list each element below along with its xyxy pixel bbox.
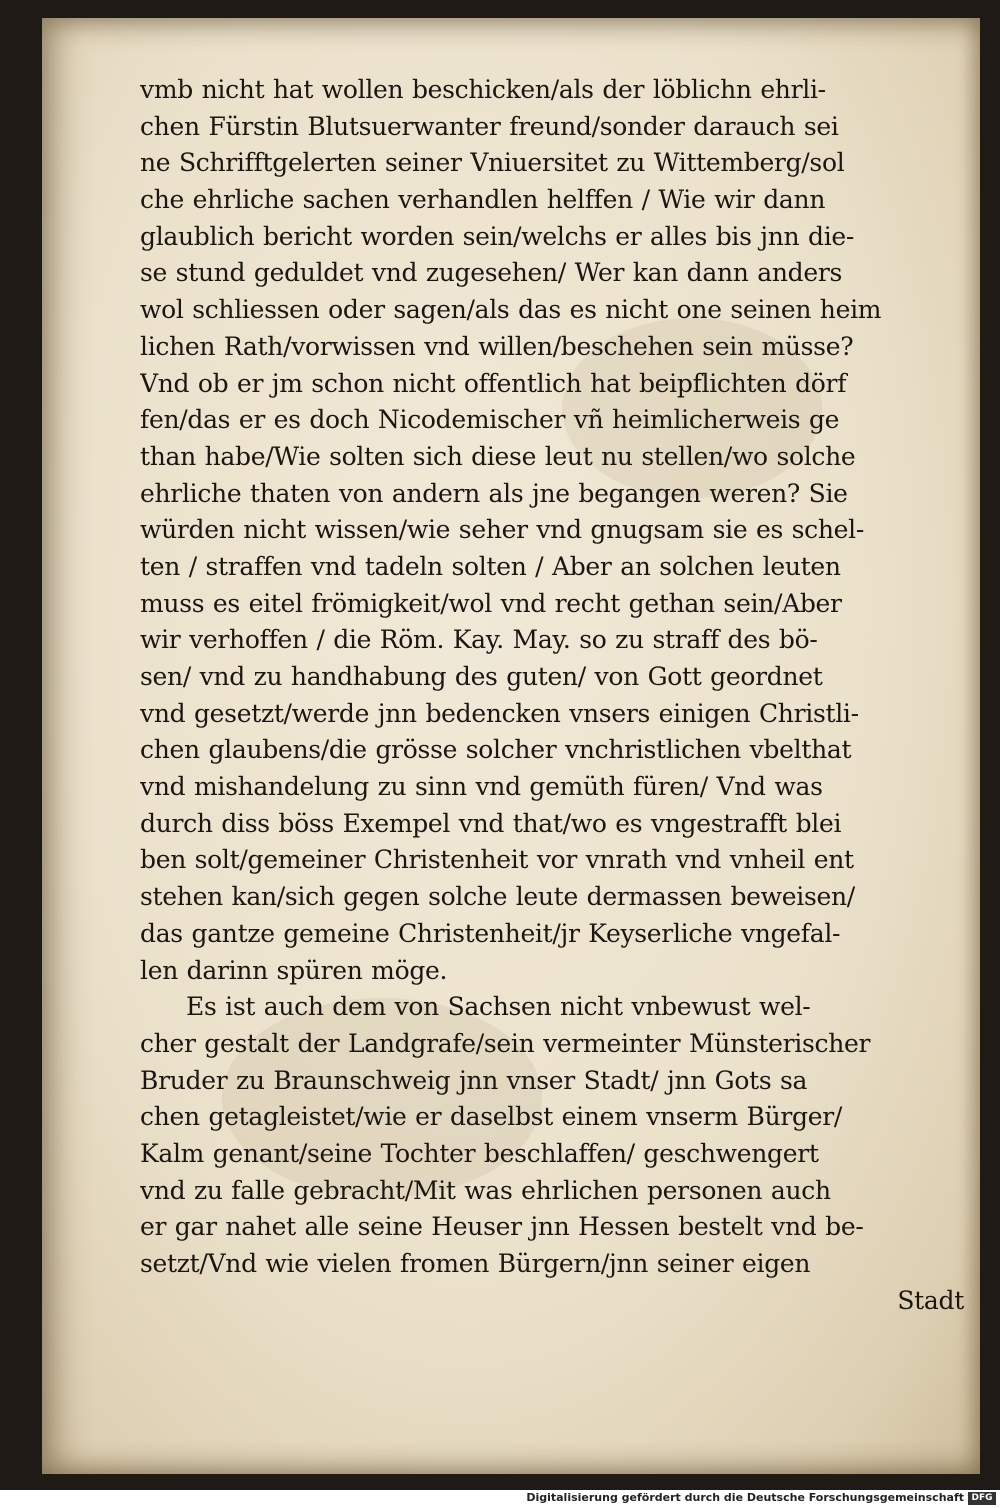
digitization-footer — [0, 1490, 1000, 1508]
text-line: durch diss böss Exempel vnd that/wo es vngestrafft blei — [140, 808, 842, 838]
text-line: than habe/Wie solten sich diese leut nu stellen/wo solche — [140, 441, 856, 471]
text-line: setzt/Vnd wie vielen fromen Bürgern/jnn seiner eigen — [140, 1249, 811, 1278]
text-line: chen glaubens/die grösse solcher vnchristlichen vbelthat — [140, 735, 852, 765]
text-line: ten / straffen vnd tadeln solten / Aber an solchen leuten — [140, 551, 841, 581]
text-line: sen/ vnd zu handhabung des guten/ von Gott geordnet — [140, 662, 823, 691]
text-line: vnd zu falle gebracht/Mit was ehrlichen personen auch — [140, 1175, 831, 1205]
text-line: ne Schrifftgelerten seiner Vniuersitet zu Wittemberg/sol — [140, 148, 845, 178]
text-line: vmb nicht hat wollen beschicken/als der löblichn ehrli- — [140, 75, 826, 104]
text-line: er gar nahet alle seine Heuser jnn Hessen bestelt vnd be- — [140, 1212, 864, 1242]
text-line: wir verhoffen / die Röm. Kay. May. so zu straff des bö- — [140, 625, 818, 655]
catchword: Stadt — [897, 1285, 964, 1315]
text-line: Bruder zu Braunschweig jnn vnser Stadt/ jnn Gots sa — [140, 1065, 808, 1095]
text-line: chen getagleistet/wie er daselbst einem vnserm Bürger/ — [140, 1102, 842, 1132]
text-line: glaublich bericht worden sein/welchs er alles bis jnn die- — [140, 221, 855, 251]
text-line: fen/das er es doch Nicodemischer vñ heimlicherweis ge — [140, 405, 840, 435]
text-line: muss es eitel frömigkeit/wol vnd recht gethan sein/Aber — [140, 588, 842, 618]
text-line: se stund geduldet vnd zugesehen/ Wer kan dann anders — [140, 258, 843, 288]
text-line: ehrliche thaten von andern als jne begangen weren? Sie — [140, 478, 848, 508]
text-line: cher gestalt der Landgrafe/sein vermeinter Münsterischer — [140, 1028, 871, 1058]
dfg-logo: DFG — [968, 1492, 996, 1505]
text-line: würden nicht wissen/wie seher vnd gnugsam sie es schel- — [140, 515, 864, 545]
text-line: len darinn spüren möge. — [140, 955, 448, 985]
text-line: chen Fürstin Blutsuerwanter freund/sonder darauch sei — [140, 111, 839, 141]
page-text — [140, 72, 970, 1319]
text-line: das gantze gemeine Christenheit/jr Keyserliche vngefal- — [140, 918, 841, 948]
text-line: che ehrliche sachen verhandlen helffen / Wie wir dann — [140, 185, 826, 215]
paragraph-start-line: Es ist auch dem von Sachsen nicht vnbewust wel- — [186, 992, 811, 1022]
text-line: Vnd ob er jm schon nicht offentlich hat beipflichten dörf — [140, 368, 847, 398]
text-line: ben solt/gemeiner Christenheit vor vnrath vnd vnheil ent — [140, 845, 854, 875]
text-line: Kalm genant/seine Tochter beschlaffen/ geschwengert — [140, 1138, 819, 1168]
text-line: vnd gesetzt/werde jnn bedencken vnsers einigen Christli- — [140, 698, 859, 728]
footer-credit: Digitalisierung gefördert durch die Deutsche Forschungsgemeinschaft — [526, 1491, 964, 1504]
text-line: stehen kan/sich gegen solche leute dermassen beweisen/ — [140, 882, 855, 912]
text-line: wol schliessen oder sagen/als das es nicht one seinen heim — [140, 295, 882, 325]
text-line: lichen Rath/vorwissen vnd willen/beschehen sein müsse? — [140, 331, 854, 361]
text-line: vnd mishandelung zu sinn vnd gemüth füren/ Vnd was — [140, 772, 823, 802]
